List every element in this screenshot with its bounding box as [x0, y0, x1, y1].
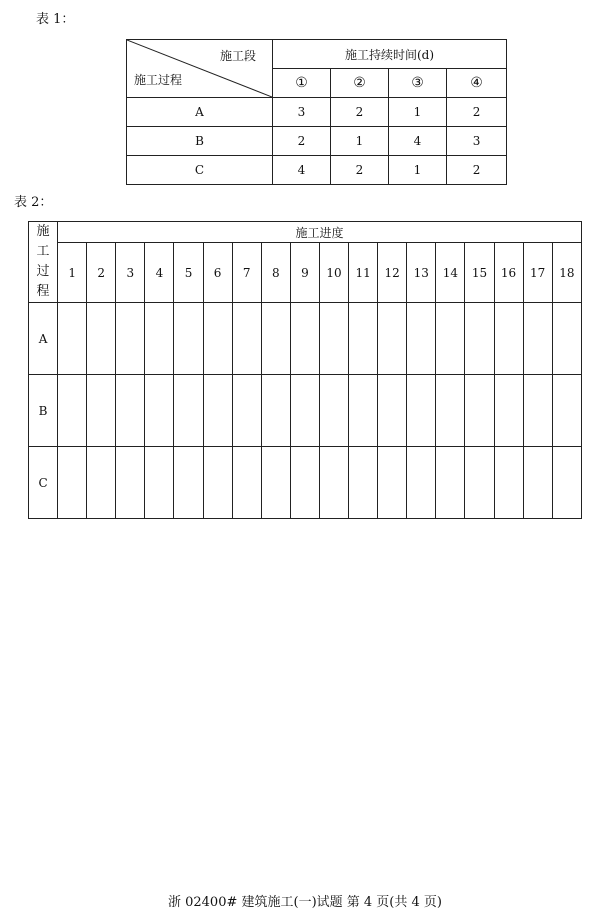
schedule-cell[interactable] [145, 447, 174, 519]
schedule-cell[interactable] [290, 447, 319, 519]
schedule-cell[interactable] [116, 375, 145, 447]
schedule-cell[interactable] [145, 375, 174, 447]
schedule-cell[interactable] [523, 375, 552, 447]
process-cell: A [29, 303, 58, 375]
schedule-cell[interactable] [552, 303, 581, 375]
schedule-cell[interactable] [552, 447, 581, 519]
process-cell: C [29, 447, 58, 519]
schedule-cell[interactable] [494, 303, 523, 375]
schedule-cell[interactable] [378, 303, 407, 375]
corner-segment-label: 施工段 [219, 49, 256, 63]
schedule-cell[interactable] [203, 447, 232, 519]
construction-progress-table [28, 221, 582, 519]
schedule-cell[interactable] [523, 447, 552, 519]
day-header: 10 [319, 243, 348, 303]
schedule-cell[interactable] [261, 375, 290, 447]
schedule-cell[interactable] [87, 303, 116, 375]
process-header-char: 施 [36, 224, 50, 239]
duration-cell: 2 [331, 98, 389, 127]
schedule-cell[interactable] [349, 303, 378, 375]
schedule-cell[interactable] [261, 447, 290, 519]
schedule-cell[interactable] [436, 447, 465, 519]
page-footer: 浙 02400# 建筑施工(一)试题 第 4 页(共 4 页) [167, 895, 442, 910]
schedule-cell[interactable] [58, 303, 87, 375]
schedule-cell[interactable] [232, 375, 261, 447]
schedule-cell[interactable] [465, 375, 494, 447]
schedule-cell[interactable] [203, 303, 232, 375]
process-cell: B [29, 375, 58, 447]
schedule-cell[interactable] [349, 447, 378, 519]
schedule-cell[interactable] [378, 375, 407, 447]
day-header: 9 [290, 243, 319, 303]
day-header: 17 [523, 243, 552, 303]
schedule-cell[interactable] [87, 447, 116, 519]
table-row [29, 375, 582, 447]
schedule-cell[interactable] [319, 447, 348, 519]
schedule-cell[interactable] [436, 375, 465, 447]
duration-cell: 2 [331, 156, 389, 185]
schedule-cell[interactable] [261, 303, 290, 375]
table-row [127, 98, 507, 127]
schedule-cell[interactable] [465, 447, 494, 519]
table-row [127, 156, 507, 185]
day-header: 11 [349, 243, 378, 303]
day-header: 5 [174, 243, 203, 303]
schedule-cell[interactable] [290, 375, 319, 447]
day-header: 13 [407, 243, 436, 303]
segment-header: ① [273, 69, 331, 98]
table-row [127, 127, 507, 156]
day-header: 2 [87, 243, 116, 303]
duration-cell: 2 [273, 127, 331, 156]
table-row [29, 303, 582, 375]
schedule-cell[interactable] [378, 447, 407, 519]
day-header: 15 [465, 243, 494, 303]
table2-caption: 表 2： [14, 195, 53, 210]
segment-header: ④ [447, 69, 507, 98]
day-header: 18 [552, 243, 581, 303]
day-header: 8 [261, 243, 290, 303]
duration-header: 施工持续时间(d) [273, 40, 507, 69]
duration-cell: 4 [273, 156, 331, 185]
process-cell: B [127, 127, 273, 156]
process-header-char: 过 [36, 264, 50, 279]
day-header: 14 [436, 243, 465, 303]
segment-header: ② [331, 69, 389, 98]
day-header: 7 [232, 243, 261, 303]
schedule-cell[interactable] [203, 375, 232, 447]
day-header: 4 [145, 243, 174, 303]
day-header: 6 [203, 243, 232, 303]
construction-duration-table [126, 39, 507, 185]
schedule-cell[interactable] [174, 303, 203, 375]
schedule-cell[interactable] [87, 375, 116, 447]
duration-cell: 2 [447, 156, 507, 185]
duration-cell: 1 [389, 98, 447, 127]
duration-cell: 1 [389, 156, 447, 185]
schedule-cell[interactable] [494, 447, 523, 519]
schedule-cell[interactable] [116, 447, 145, 519]
segment-header: ③ [389, 69, 447, 98]
schedule-cell[interactable] [552, 375, 581, 447]
day-header: 3 [116, 243, 145, 303]
schedule-cell[interactable] [523, 303, 552, 375]
process-header-char: 程 [36, 284, 50, 299]
schedule-cell[interactable] [174, 447, 203, 519]
process-cell: C [127, 156, 273, 185]
duration-cell: 3 [447, 127, 507, 156]
schedule-cell[interactable] [465, 303, 494, 375]
schedule-cell[interactable] [232, 303, 261, 375]
table-row [29, 447, 582, 519]
process-header-char: 工 [36, 244, 50, 259]
progress-header: 施工进度 [58, 222, 582, 243]
schedule-cell[interactable] [319, 303, 348, 375]
schedule-cell[interactable] [349, 375, 378, 447]
duration-cell: 1 [331, 127, 389, 156]
day-header: 12 [378, 243, 407, 303]
table1-caption: 表 1： [36, 12, 75, 27]
schedule-cell[interactable] [232, 447, 261, 519]
duration-cell: 3 [273, 98, 331, 127]
schedule-cell[interactable] [174, 375, 203, 447]
diagonal-corner-cell [127, 40, 273, 98]
schedule-cell[interactable] [290, 303, 319, 375]
schedule-cell[interactable] [116, 303, 145, 375]
process-cell: A [127, 98, 273, 127]
schedule-cell[interactable] [407, 303, 436, 375]
day-header: 16 [494, 243, 523, 303]
corner-process-label: 施工过程 [134, 73, 183, 87]
day-header: 1 [58, 243, 87, 303]
schedule-cell[interactable] [145, 303, 174, 375]
process-header [29, 222, 58, 303]
duration-cell: 2 [447, 98, 507, 127]
schedule-cell[interactable] [494, 375, 523, 447]
schedule-cell[interactable] [58, 447, 87, 519]
duration-cell: 4 [389, 127, 447, 156]
schedule-cell[interactable] [436, 303, 465, 375]
schedule-cell[interactable] [58, 375, 87, 447]
schedule-cell[interactable] [407, 447, 436, 519]
schedule-cell[interactable] [319, 375, 348, 447]
schedule-cell[interactable] [407, 375, 436, 447]
